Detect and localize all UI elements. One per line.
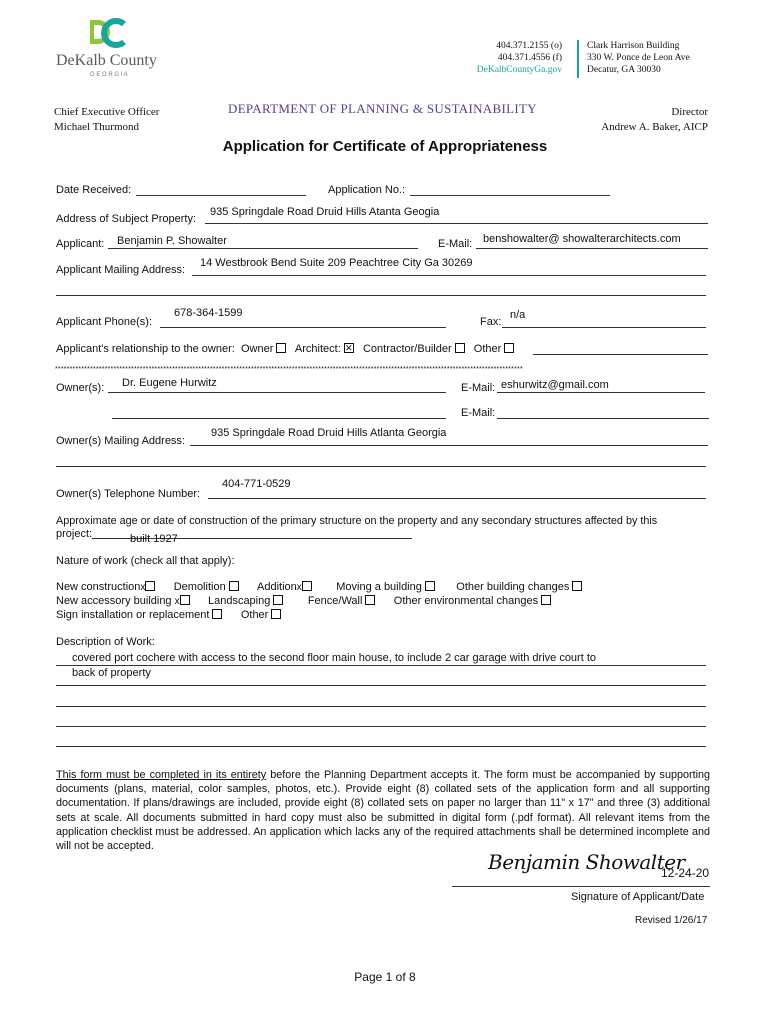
notice-paragraph (56, 768, 710, 853)
rel-architect-checkbox-checked[interactable]: ✕ (345, 343, 353, 354)
signature: Benjamin Showalter (488, 850, 685, 874)
project-label: project: (56, 528, 93, 540)
nw-accessory-checkbox-checked[interactable] (180, 595, 190, 605)
nw-env-checkbox[interactable] (541, 595, 551, 605)
dekalb-logo (56, 18, 166, 82)
fax-field[interactable] (502, 327, 706, 328)
mailing-label: Applicant Mailing Address: (56, 264, 186, 276)
application-no-field[interactable] (410, 195, 610, 196)
owner-email-value: eshurwitz@gmail.com (501, 379, 609, 391)
description-field-2[interactable] (56, 685, 706, 686)
description-line-2: back of property (72, 667, 151, 679)
fax-value: n/a (510, 309, 526, 321)
x-mark: x (296, 582, 302, 593)
mailing-value: 14 Westbrook Bend Suite 209 Peachtree City Ga 30269 (200, 257, 473, 269)
phone-fax: 404.371.4556 (f) (497, 53, 562, 63)
address-field[interactable] (205, 223, 708, 224)
nw-addition-checkbox-checked[interactable] (302, 581, 312, 591)
page-number: Page 1 of 8 (354, 970, 416, 984)
header-divider (577, 40, 579, 78)
revised-date: Revised 1/26/17 (635, 915, 708, 926)
signature-label: Signature of Applicant/Date (571, 891, 705, 903)
phone-office: 404.371.2155 (o) (496, 41, 562, 51)
age-value: built 1927 (130, 533, 178, 545)
owner-phone-label: Owner(s) Telephone Number: (56, 488, 201, 500)
nature-row-1 (56, 581, 582, 593)
nw-sign-label: Sign installation or replacement (56, 609, 210, 621)
owner-mailing-label: Owner(s) Mailing Address: (56, 435, 185, 447)
fax-label: Fax: (480, 316, 502, 328)
nw-sign-checkbox[interactable] (212, 609, 222, 619)
nw-demolition-label: Demolition (173, 581, 226, 593)
logo-subtitle: G E O R G I A (90, 72, 128, 78)
nw-other-changes-checkbox[interactable] (572, 581, 582, 591)
signature-date: 12-24-20 (661, 866, 710, 880)
nw-new-construction-label: New construction (56, 581, 141, 593)
director-title: Director (671, 106, 708, 118)
nw-demolition-checkbox[interactable] (229, 581, 239, 591)
date-received-field[interactable] (136, 195, 306, 196)
owner-phone-value: 404-771-0529 (222, 478, 291, 490)
applicant-email-label: E-Mail: (438, 238, 473, 250)
nw-addition-label: Addition (257, 581, 297, 593)
owner-email-2-label: E-Mail: (461, 407, 496, 419)
x-mark: x (140, 582, 146, 593)
notice-text: before the Planning Department accepts it. The form must be accompanied by supporting documents (plans, material, color samples, photos, etc.). Provide eight (8) collated sets of the application form and all supporting documentation. If plans/drawings are included, provide eight (8) collated sets on paper no larger than 11" x 17" and three (3) additional sets at scale. All documents submitted in hard copy must also be submitted in digital form (.pdf format). All relevant items from the application checklist must be addressed. An application which lacks any of the required attachments shall be determined incomplete and will not be accepted. (56, 769, 710, 853)
contact-block (460, 40, 562, 76)
form-title: Application for Certificate of Appropriateness (222, 138, 548, 155)
application-no-label: Application No.: (328, 184, 406, 196)
director-name: Andrew A. Baker, AICP (601, 121, 708, 133)
ceo-title: Chief Executive Officer (54, 106, 160, 118)
relationship-label: Applicant's relationship to the owner: (56, 343, 235, 355)
owner-email-2-field[interactable] (497, 418, 709, 419)
ceo-name: Michael Thurmond (54, 121, 140, 133)
department-title: DEPARTMENT OF PLANNING & SUSTAINABILITY (228, 101, 537, 116)
address-value: 935 Springdale Road Druid Hills Atanta Geogia (210, 206, 440, 218)
owner-field[interactable] (108, 392, 446, 393)
nature-label: Nature of work (check all that apply): (56, 555, 235, 567)
description-field-3[interactable] (56, 706, 706, 707)
nw-other-checkbox[interactable] (271, 609, 281, 619)
nw-landscaping-checkbox[interactable] (273, 595, 283, 605)
nw-accessory-label: New accessory building (56, 595, 172, 607)
rel-owner-label: Owner (240, 343, 274, 355)
nw-fence-label: Fence/Wall (307, 595, 363, 607)
nw-other-label: Other (240, 609, 269, 621)
nw-landscaping-label: Landscaping (207, 595, 271, 607)
nw-other-changes-label: Other building changes (456, 581, 570, 593)
owners-label: Owner(s): (56, 382, 105, 394)
rel-contractor-checkbox[interactable] (455, 343, 465, 353)
rel-other-field[interactable] (533, 354, 708, 355)
notice-underlined: This form must be completed in its entirety (56, 769, 267, 781)
owner-value: Dr. Eugene Hurwitz (122, 377, 217, 389)
address-block (587, 40, 690, 76)
rel-architect-label: Architect: (294, 343, 341, 355)
applicant-label: Applicant: (56, 238, 105, 250)
signature-field[interactable] (452, 886, 710, 887)
owner-mailing-field-2[interactable] (56, 466, 706, 467)
owner-phone-field[interactable] (208, 498, 706, 499)
mailing-field-2[interactable] (56, 295, 706, 296)
nw-moving-checkbox[interactable] (425, 581, 435, 591)
owner-email-field[interactable] (497, 392, 705, 393)
website-link[interactable]: DeKalbCountyGa.gov (476, 65, 562, 75)
relationship-row (56, 343, 514, 355)
description-field-5[interactable] (56, 746, 706, 747)
nw-fence-checkbox[interactable] (365, 595, 375, 605)
address-line-2: 330 W. Ponce de Leon Ave (587, 53, 690, 63)
rel-contractor-label: Contractor/Builder (362, 343, 452, 355)
description-field-4[interactable] (56, 726, 706, 727)
asterisk-divider: **************************************************************************************************************************************************************** (55, 366, 523, 373)
logo-name: DeKalb County (56, 52, 157, 69)
owner-mailing-value: 935 Springdale Road Druid Hills Atlanta Georgia (211, 427, 447, 439)
applicant-email-value: benshowalter@ showalterarchitects.com (483, 233, 681, 245)
description-label: Description of Work: (56, 636, 155, 648)
phone-value: 678-364-1599 (174, 307, 243, 319)
applicant-email-field[interactable] (476, 248, 708, 249)
nature-row-3 (56, 609, 281, 621)
rel-other-label: Other (473, 343, 502, 355)
owner-email-label: E-Mail: (461, 382, 496, 394)
nw-env-label: Other environmental changes (393, 595, 539, 607)
mailing-field[interactable] (192, 275, 706, 276)
rel-other-checkbox[interactable] (504, 343, 514, 353)
x-mark: x (174, 596, 180, 607)
phone-field[interactable] (160, 327, 446, 328)
nature-row-2 (56, 595, 551, 607)
date-received-label: Date Received: (56, 184, 132, 196)
phone-label: Applicant Phone(s): (56, 316, 152, 328)
address-line-3: Decatur, GA 30030 (587, 65, 661, 75)
applicant-field[interactable] (108, 248, 418, 249)
address-line-1: Clark Harrison Building (587, 41, 680, 51)
owner-mailing-field[interactable] (190, 445, 708, 446)
rel-owner-checkbox[interactable] (276, 343, 286, 353)
applicant-value: Benjamin P. Showalter (117, 235, 227, 247)
dc-logo-icon (88, 18, 128, 50)
owner-field-2[interactable] (112, 418, 446, 419)
description-field-1[interactable] (56, 665, 706, 666)
age-question: Approximate age or date of construction of the primary structure on the property and any secondary structures affected by this (56, 515, 658, 527)
address-label: Address of Subject Property: (56, 213, 197, 225)
nw-moving-label: Moving a building (336, 581, 422, 593)
description-line-1: covered port cochere with access to the second floor main house, to include 2 car garage with drive court to (72, 652, 597, 664)
nw-new-construction-checkbox-checked[interactable] (145, 581, 155, 591)
